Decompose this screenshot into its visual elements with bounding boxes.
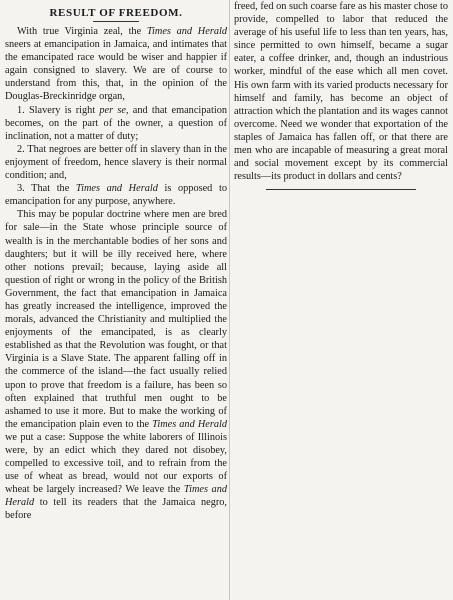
- text-run: 3. That the: [17, 183, 76, 195]
- article-title: RESULT OF FREEDOM.: [49, 7, 183, 19]
- title-rule: [93, 21, 139, 22]
- article-paragraph: [5, 25, 227, 104]
- text-run: , and that emancipation becomes, on the part of the owner, a question of inclination, not a matter of duty;: [5, 104, 227, 142]
- text-run: to tell its readers that the Jamaica negro, before: [5, 497, 227, 522]
- text-run: sneers at emancipation in Jamaica, and intimates that the emancipated race would be wiser and happier if again consigned to slavery. We are of course to understand from this, that, in the opinion of the Douglas-Breckinridge organ,: [5, 39, 227, 103]
- article-paragraph: [5, 143, 227, 182]
- article-paragraph: [5, 182, 227, 208]
- text-run: This may be popular doctrine where men are bred for sale—in the State whose principle source of wealth is in the merchantable bodies of her sons and daughters; but it will be illy received here, where other notions prevail; because, laying aside all question of right or wrong in the policy of the British Government, the fact that emancipation in Jamaica has greatly increased the intelligence, improved the morals, advanced the Christianity and multiplied the enjoyments of the emancipated, is as clearly established as that the Revolution was fought, or that Virginia is a Slave State. The apparent falling off in the commerce of the island—the fact usually relied upon to prove that freedom is a failure, has been so often explained that truthful men ought to be ashamed to use it more. But to make the working of the emancipation plain even to the: [5, 209, 227, 430]
- italic-run: Times and Herald: [75, 183, 158, 195]
- text-run: 1. Slavery is right: [17, 104, 100, 116]
- text-run: 2. That negroes are better off in slavery than in the enjoyment of freedom, hence slavery is their normal condition; and,: [5, 143, 227, 182]
- text-run: is opposed to emancipation for any purpose, anywhere.: [5, 183, 227, 208]
- article-paragraph: [5, 208, 227, 522]
- article-column-right: [234, 0, 448, 190]
- italic-run: Times and Herald: [152, 418, 227, 430]
- italic-run: per se: [99, 104, 126, 116]
- article-column-left: [5, 4, 227, 523]
- italic-run: Times and Herald: [146, 26, 227, 37]
- italic-run: Times and Herald: [5, 484, 227, 509]
- text-run: With true Virginia zeal, the: [17, 26, 147, 37]
- article-paragraph: [234, 0, 448, 183]
- text-run: freed, fed on such coarse fare as his master chose to provide, compelled to labor that reduced the average of his useful life to less than ten years, has, since permitted to own himself, became a sugar eater, a coffee drinker, and, though an industrious worker, mindful of the ease which all men covet. His own farm with its varied products necessary for himself and family, has become an object of attraction which the plantation and its wages cannot overcome. Need we wonder that exportation of the staples of Jamaica has fallen off, or that there are men who are incapable of measuring a great moral and social movement except by its commercial results—its product in dollars and cents?: [234, 1, 448, 183]
- end-rule: [266, 189, 416, 190]
- article-paragraph: [5, 104, 227, 143]
- text-run: we put a case: Suppose the white laborers of Illinois were, by an edict which they dared not disobey, compelled to excessive toil, and to refrain from the use of wheat as bread, would not our exports of wheat be largely increased? We leave the: [5, 431, 227, 496]
- column-divider: [229, 0, 230, 600]
